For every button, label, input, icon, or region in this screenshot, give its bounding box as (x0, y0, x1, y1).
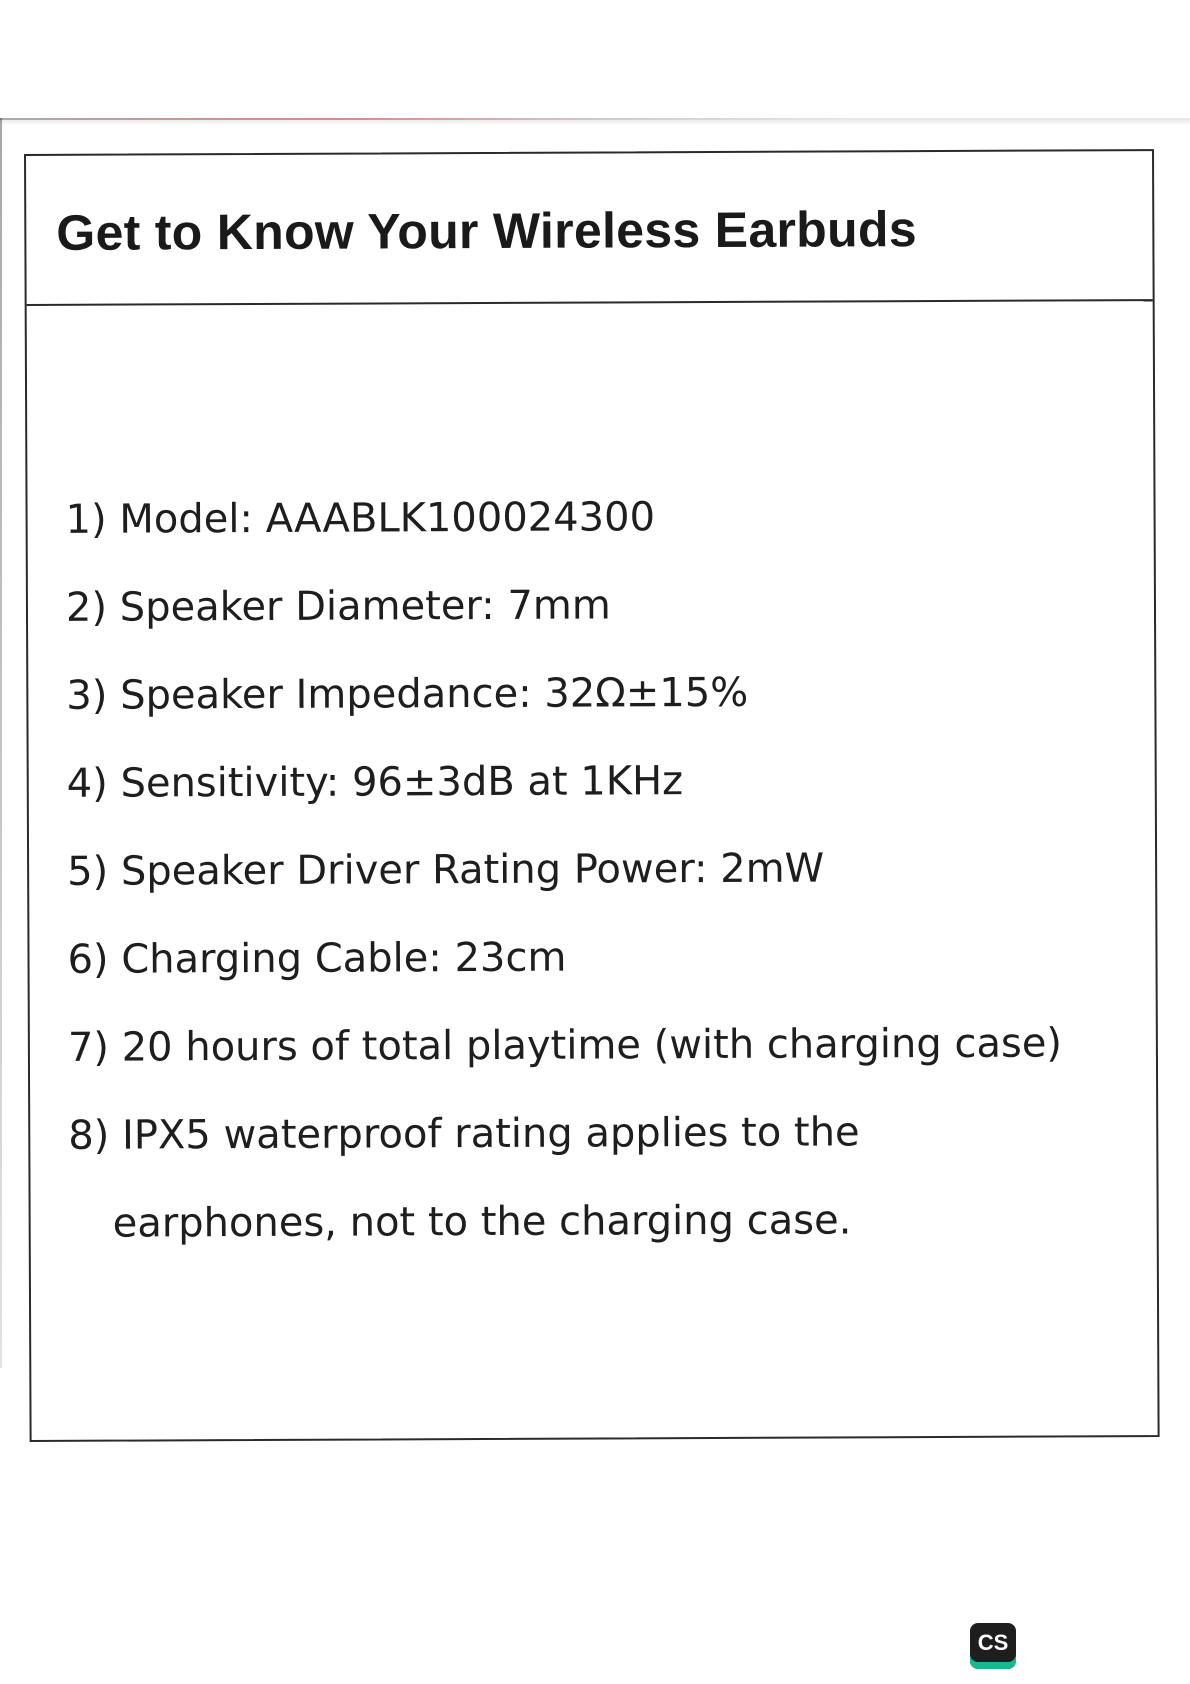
page-top-edge (0, 118, 860, 120)
spec-item-speaker-diameter: 2) Speaker Diameter: 7mm (65, 582, 611, 631)
spec-card (24, 149, 1160, 1442)
spec-list (65, 471, 1063, 1267)
spec-item-model: 1) Model: AAABLK100024300 (65, 494, 656, 543)
page-left-edge (0, 118, 2, 1368)
spec-item-waterproof-continued: earphones, not to the charging case. (112, 1197, 852, 1247)
spec-item-speaker-impedance: 3) Speaker Impedance: 32Ω±15% (66, 669, 749, 719)
spec-item-playtime: 7) 20 hours of total playtime (with charging case) (67, 1020, 1063, 1071)
card-title: Get to Know Your Wireless Earbuds (56, 201, 918, 261)
spec-item-charging-cable: 6) Charging Cable: 23cm (67, 934, 567, 983)
spec-item-waterproof: 8) IPX5 waterproof rating applies to the (68, 1109, 860, 1159)
spec-item-sensitivity: 4) Sensitivity: 96±3dB at 1KHz (66, 758, 684, 807)
camscanner-logo-icon: CS (970, 1623, 1016, 1669)
card-header (26, 151, 1153, 306)
spec-item-driver-power: 5) Speaker Driver Rating Power: 2mW (67, 845, 825, 895)
